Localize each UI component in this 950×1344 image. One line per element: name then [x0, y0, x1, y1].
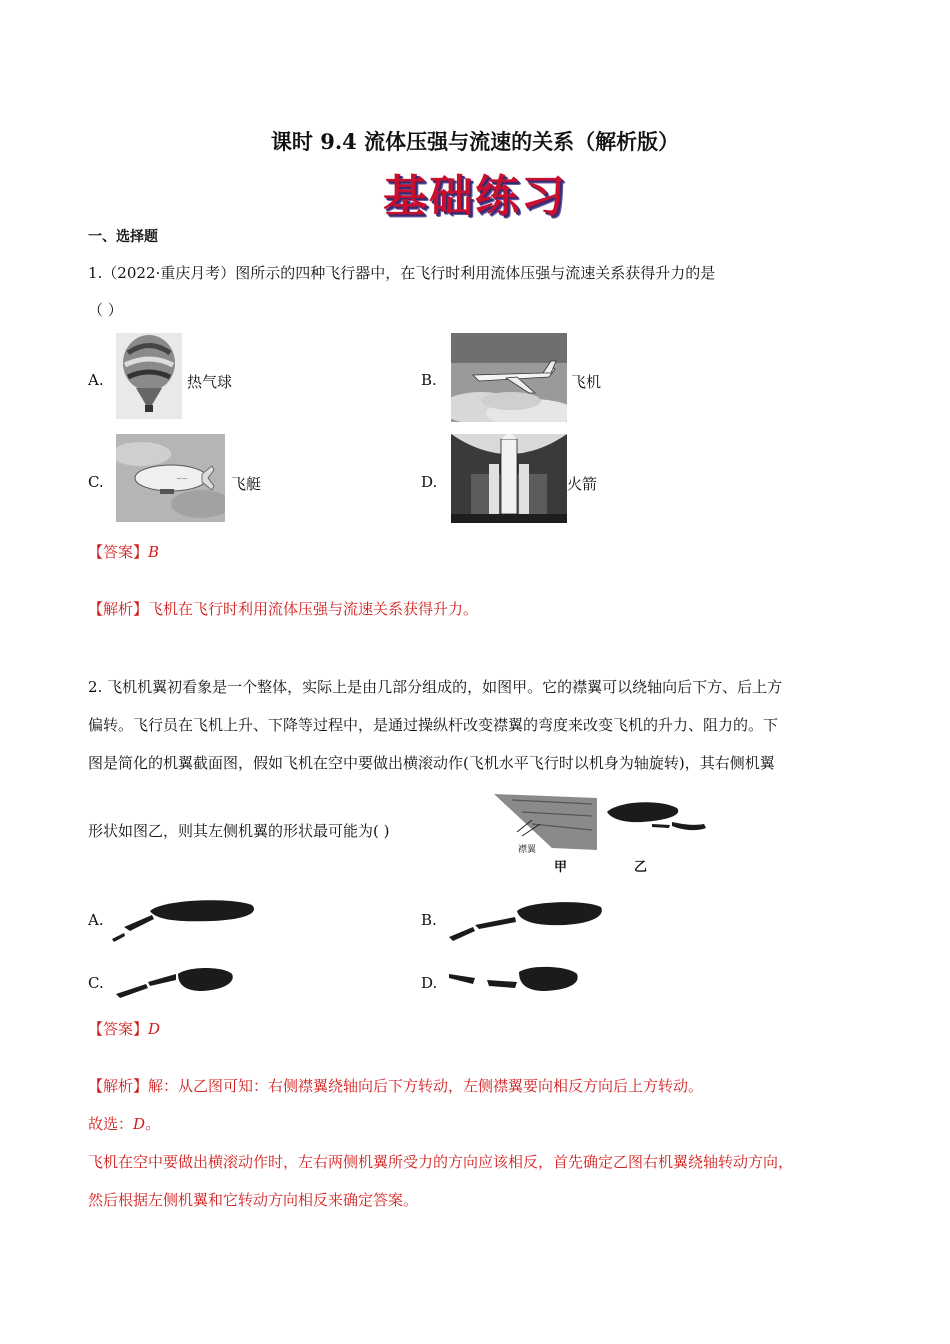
q2-option-d-letter: D. — [421, 974, 438, 992]
q2-choose-value: D。 — [133, 1115, 161, 1133]
q2-analysis-text: 解：从乙图可知：右侧襟翼绕轴向后下方转动，左侧襟翼要向相反方向后上方转动。 — [148, 1077, 704, 1095]
q1-option-a-caption: 热气球 — [187, 373, 233, 391]
svg-text:~~: ~~ — [176, 475, 188, 483]
figure-yi-label: 乙 — [634, 860, 648, 874]
q2-extra-2: 然后根据左侧机翼和它转动方向相反来确定答案。 — [88, 1191, 419, 1209]
q2-analysis-label: 【解析】 — [88, 1077, 149, 1095]
q2-line-3: 图是简化的机翼截面图，假如飞机在空中要做出横滚动作(飞机水平飞行时以机身为轴旋转)，其右侧机翼 — [88, 754, 775, 772]
q1-option-a-letter: A. — [88, 371, 104, 389]
airplane-image — [451, 333, 567, 422]
q2-option-c-wing — [112, 960, 238, 1002]
q2-line-2: 偏转。飞行员在飞机上升、下降等过程中，是通过操纵杆改变襟翼的弯度来改变飞机的升力、阻力的。下 — [88, 716, 779, 734]
wing-figure — [492, 790, 714, 874]
figure-jia-label: 甲 — [554, 860, 568, 874]
q2-line-1: 2. 飞机机翼初看象是一个整体，实际上是由几部分组成的，如图甲。它的襟翼可以绕轴向后下方、后上方 — [88, 678, 783, 696]
q1-blank: （ ） — [88, 301, 123, 319]
q1-analysis-label: 【解析】 — [88, 600, 149, 618]
page-title: 课时 9.4 流体压强与流速的关系（解析版） — [270, 129, 680, 154]
q2-option-d-wing — [445, 960, 581, 1002]
q1-analysis — [88, 598, 478, 619]
q1-option-b-letter: B. — [421, 371, 437, 389]
q2-choose — [88, 1113, 160, 1134]
q2-option-a-letter: A. — [88, 911, 104, 929]
hot-air-balloon-image — [116, 333, 182, 419]
q2-option-b-wing — [445, 895, 605, 943]
flap-label: 襟翼 — [518, 845, 537, 855]
q2-option-a-wing — [112, 895, 258, 943]
q1-answer — [88, 541, 159, 562]
airship-image — [116, 434, 225, 522]
q2-analysis — [88, 1075, 703, 1096]
q1-option-d-letter: D. — [421, 473, 438, 491]
q2-line-4: 形状如图乙，则其左侧机翼的形状最可能为( ) — [88, 822, 390, 840]
q2-option-b-letter: B. — [421, 911, 437, 929]
banner-heading: 基础练习 — [383, 171, 567, 222]
q1-answer-label: 【答案】 — [88, 543, 149, 561]
q2-choose-label: 故选： — [88, 1115, 134, 1133]
rocket-image — [451, 434, 567, 523]
q1-option-d-caption: 火箭 — [567, 475, 598, 493]
q1-answer-value: B — [148, 543, 160, 561]
q2-answer-label: 【答案】 — [88, 1020, 149, 1038]
q2-answer — [88, 1018, 160, 1039]
q1-option-c-letter: C. — [88, 473, 104, 491]
section-heading: 一、选择题 — [88, 229, 158, 245]
q1-stem: 1.（2022·重庆月考）图所示的四种飞行器中，在飞行时利用流体压强与流速关系获得升力的是 — [88, 264, 716, 282]
q2-option-c-letter: C. — [88, 974, 104, 992]
q1-option-c-caption: 飞艇 — [231, 475, 262, 493]
q1-analysis-text: 飞机在飞行时利用流体压强与流速关系获得升力。 — [148, 600, 479, 618]
q1-option-b-caption: 飞机 — [571, 373, 602, 391]
q2-answer-value: D — [148, 1020, 161, 1038]
q2-extra-1: 飞机在空中要做出横滚动作时，左右两侧机翼所受力的方向应该相反，首先确定乙图右机翼绕轴转动方向， — [88, 1153, 794, 1171]
